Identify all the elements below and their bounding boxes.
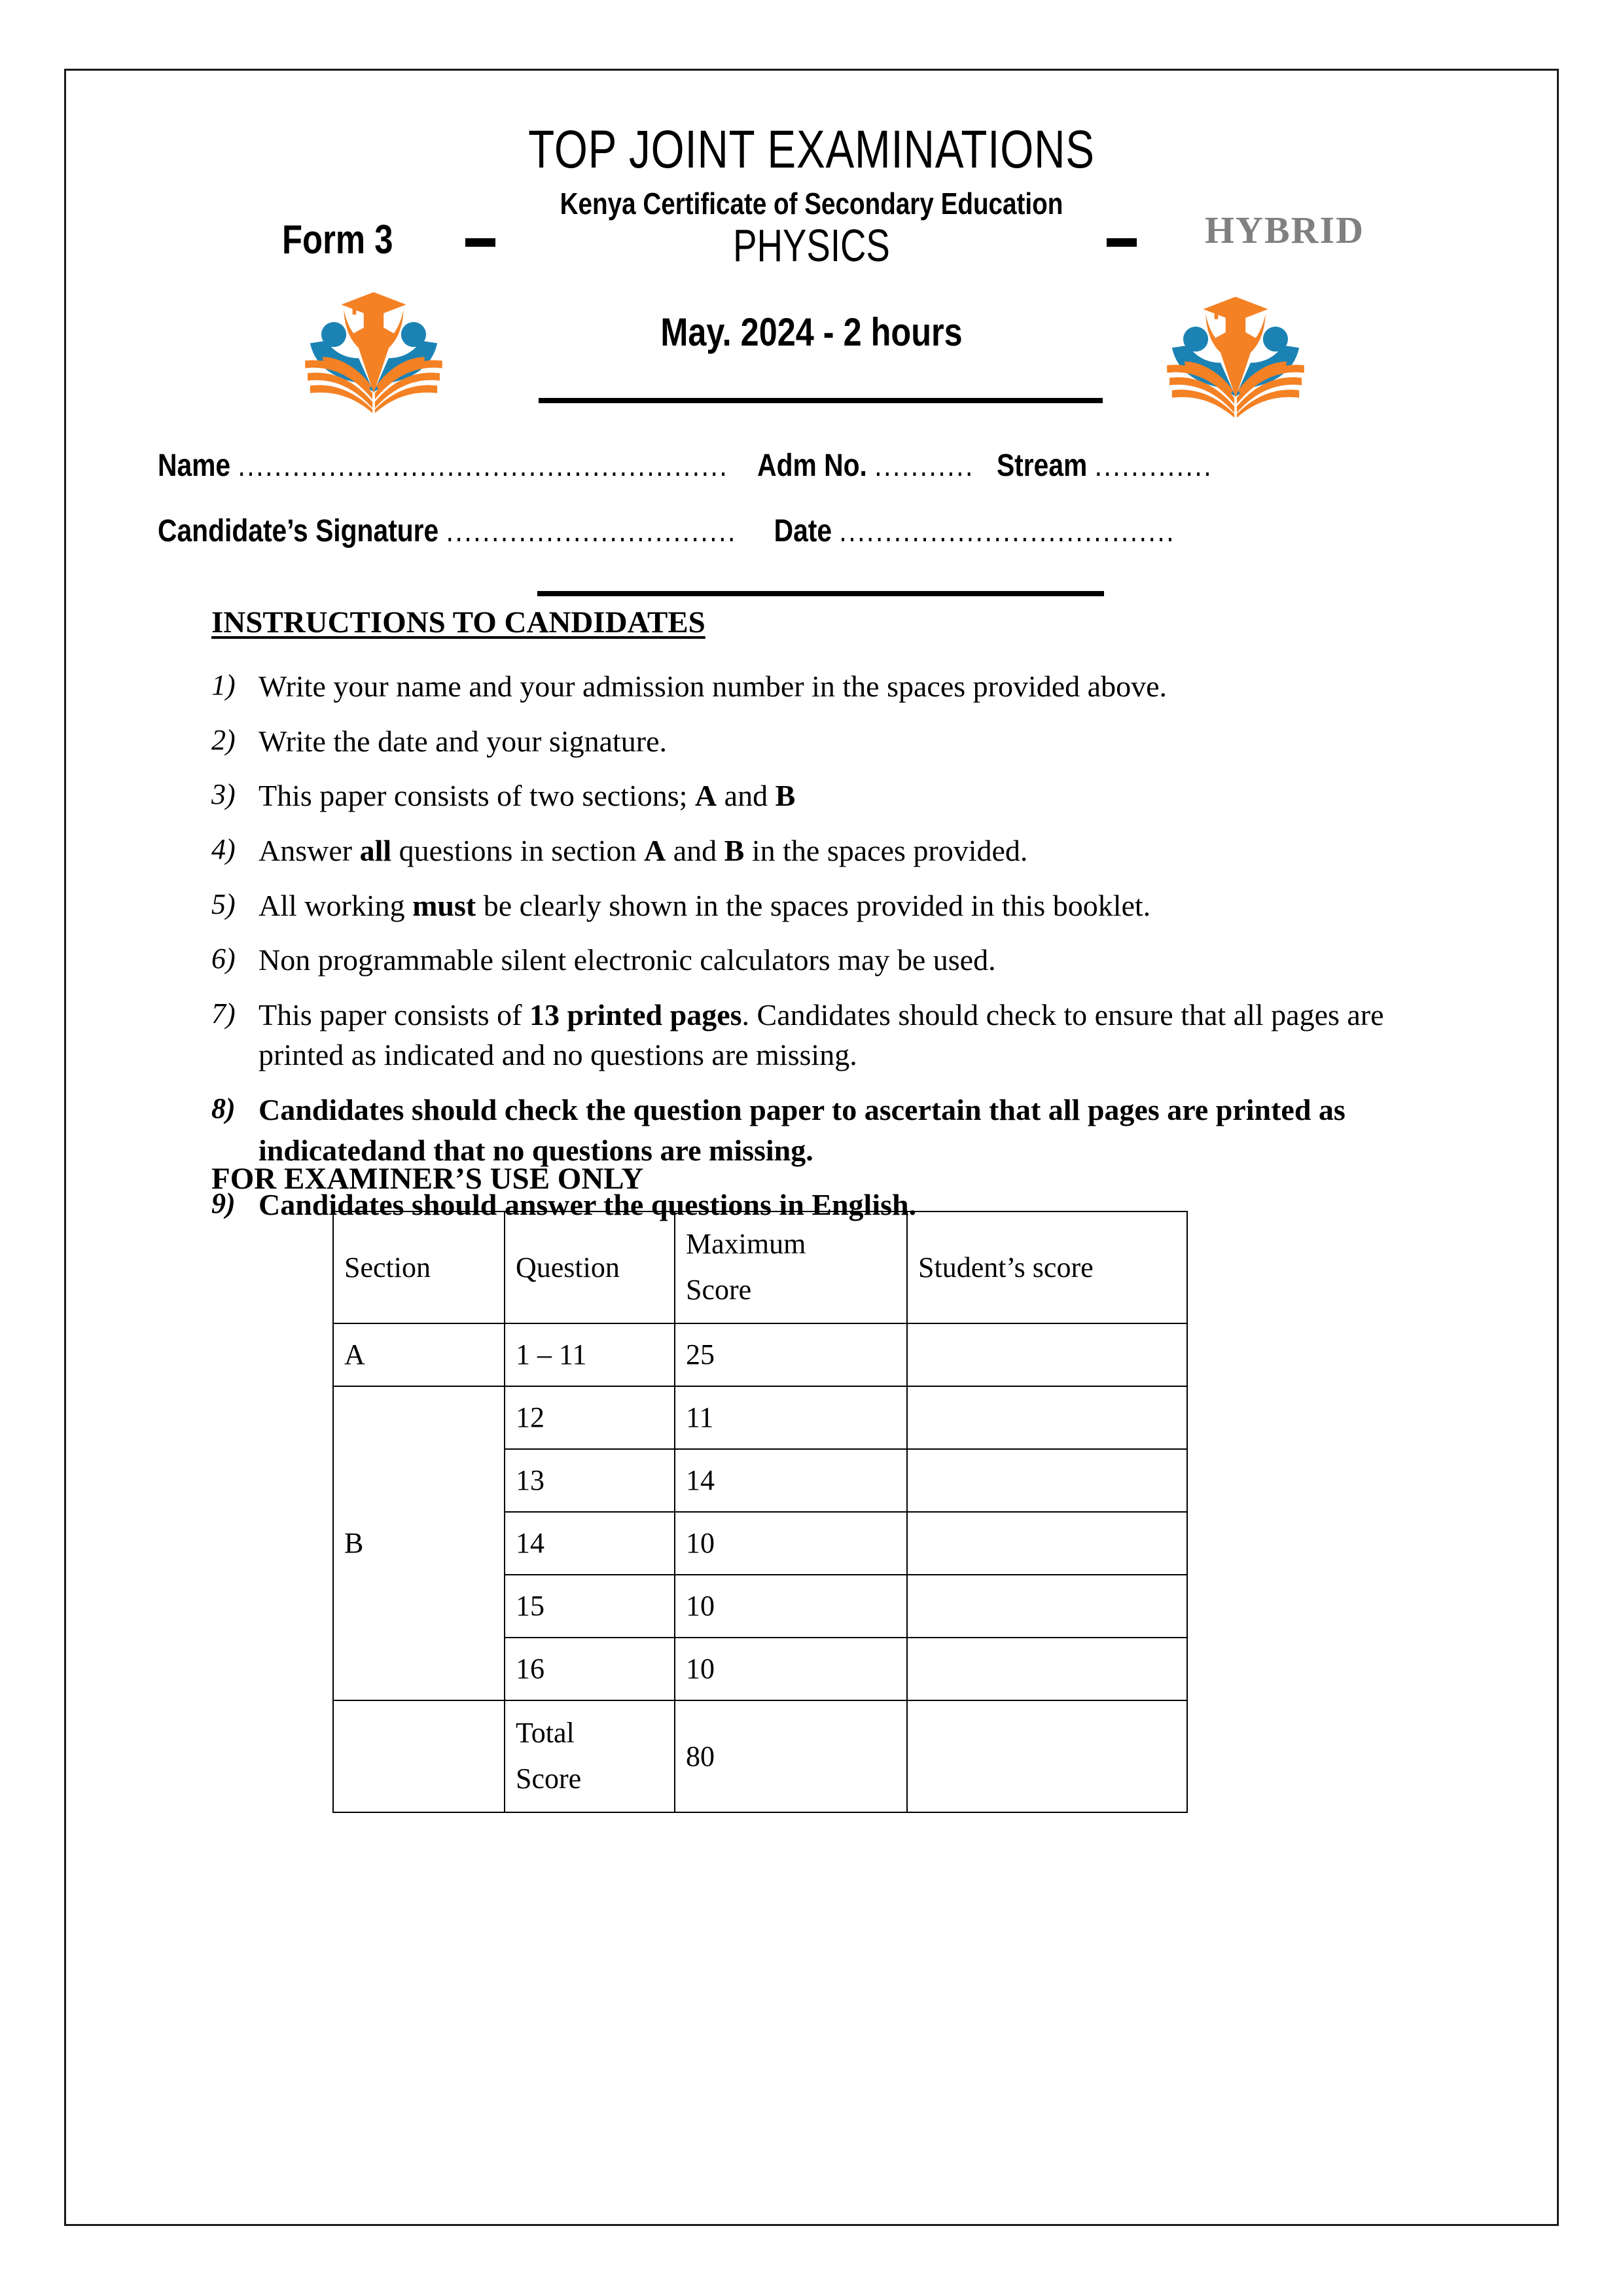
stream-input[interactable]: ............. (1094, 448, 1213, 483)
instruction-text: All working must be clearly shown in the spaces provided in this booklet. (259, 888, 1151, 922)
cell-student-score-a[interactable] (907, 1323, 1187, 1386)
cell-question-15: 15 (505, 1575, 675, 1638)
total-label-line1: Total (516, 1716, 575, 1749)
candidate-signature-input[interactable]: ................................ (446, 514, 737, 548)
cell-student-score-14[interactable] (907, 1512, 1187, 1575)
page-title: TOP JOINT EXAMINATIONS (528, 120, 1095, 179)
dash-separator-right-icon (1107, 238, 1137, 247)
name-input[interactable]: ...................................................... (238, 448, 729, 483)
cell-max-16: 10 (675, 1638, 907, 1700)
instruction-text: Non programmable silent electronic calculators may be used. (259, 943, 996, 977)
school-logo-icon (298, 283, 449, 414)
date-input[interactable]: ..................................... (839, 514, 1176, 548)
form-level-label: Form 3 (282, 217, 393, 262)
cell-question-12: 12 (505, 1386, 675, 1449)
cell-student-score-12[interactable] (907, 1386, 1187, 1449)
date-label: Date (774, 514, 832, 548)
cell-max-13: 14 (675, 1449, 907, 1512)
cell-max-14: 10 (675, 1512, 907, 1575)
total-label-line2: Score (516, 1763, 582, 1795)
cell-total-student-score[interactable] (907, 1700, 1187, 1812)
cell-student-score-13[interactable] (907, 1449, 1187, 1512)
cell-section-a: A (333, 1323, 505, 1386)
cell-max-12: 11 (675, 1386, 907, 1449)
cell-max-15: 10 (675, 1575, 907, 1638)
instruction-item (211, 721, 1455, 762)
maximum-score-line1: Maximum (686, 1228, 806, 1260)
examiner-use-heading: FOR EXAMINER’S USE ONLY (211, 1162, 644, 1196)
instruction-marker: 1) (211, 669, 236, 701)
exam-subtitle: Kenya Certificate of Secondary Education (560, 187, 1063, 221)
instruction-text: This paper consists of two sections; A and B (259, 779, 796, 813)
instruction-marker: 3) (211, 778, 236, 811)
instruction-item (211, 1090, 1455, 1170)
instruction-item (211, 995, 1455, 1075)
instruction-marker: 4) (211, 833, 236, 865)
cell-student-score-16[interactable] (907, 1638, 1187, 1700)
adm-no-input[interactable]: ........... (874, 448, 974, 483)
cell-total-score-label (505, 1700, 675, 1812)
instruction-text: Candidates should answer the questions in English. (259, 1188, 917, 1222)
examiner-score-table (332, 1211, 1188, 1813)
cell-max-a: 25 (675, 1323, 907, 1386)
candidate-signature-label: Candidate’s Signature (158, 514, 439, 548)
instruction-item (211, 776, 1455, 816)
cell-total-section-empty (333, 1700, 505, 1812)
cell-section-b: B (333, 1386, 505, 1700)
instruction-text: Candidates should check the question paper to ascertain that all pages are printed as indicatedand that no questions are missing. (259, 1093, 1346, 1167)
name-adm-stream-row (158, 450, 1213, 482)
school-logo-icon (1160, 288, 1311, 419)
cell-question-16: 16 (505, 1638, 675, 1700)
instruction-text: This paper consists of 13 printed pages. Candidates should check to ensure that all pages are printed as indicated and no questions are missing. (259, 997, 1384, 1072)
adm-no-label: Adm No. (757, 448, 867, 483)
signature-date-row (158, 516, 1175, 547)
instruction-text: Write the date and your signature. (259, 724, 668, 758)
hybrid-badge: HYBRID (1205, 209, 1365, 251)
table-header-row (333, 1211, 1187, 1323)
instruction-item (211, 666, 1455, 707)
instruction-marker: 8) (211, 1092, 236, 1124)
page-border-frame (64, 69, 1559, 2226)
instructions-heading: INSTRUCTIONS TO CANDIDATES (211, 605, 705, 639)
exam-session-duration: May. 2024 - 2 hours (660, 310, 963, 354)
instruction-marker: 7) (211, 997, 236, 1030)
instruction-marker: 9) (211, 1187, 236, 1220)
instruction-item (211, 940, 1455, 980)
instruction-text: Answer all questions in section A and B in the spaces provided. (259, 833, 1028, 867)
cell-question-a: 1 – 11 (505, 1323, 675, 1386)
name-label: Name (158, 448, 231, 483)
instruction-marker: 2) (211, 723, 236, 756)
table-row (333, 1323, 1187, 1386)
table-row (333, 1386, 1187, 1449)
instruction-item (211, 831, 1455, 871)
maximum-score-line2: Score (686, 1274, 752, 1306)
instruction-item (211, 886, 1455, 926)
instructions-list (211, 666, 1455, 1240)
instruction-marker: 6) (211, 942, 236, 975)
header-rule-top (539, 398, 1103, 403)
column-header-section: Section (333, 1211, 505, 1323)
table-row-total (333, 1700, 1187, 1812)
cell-question-14: 14 (505, 1512, 675, 1575)
column-header-question: Question (505, 1211, 675, 1323)
instruction-marker: 5) (211, 888, 236, 920)
header-rule-bottom (537, 591, 1104, 596)
cell-question-13: 13 (505, 1449, 675, 1512)
cell-student-score-15[interactable] (907, 1575, 1187, 1638)
subject-label: PHYSICS (733, 220, 890, 271)
column-header-student-score: Student’s score (907, 1211, 1187, 1323)
instruction-text: Write your name and your admission number in the spaces provided above. (259, 670, 1167, 703)
column-header-maximum-score (675, 1211, 907, 1323)
cell-total-max: 80 (675, 1700, 907, 1812)
stream-label: Stream (996, 448, 1088, 483)
